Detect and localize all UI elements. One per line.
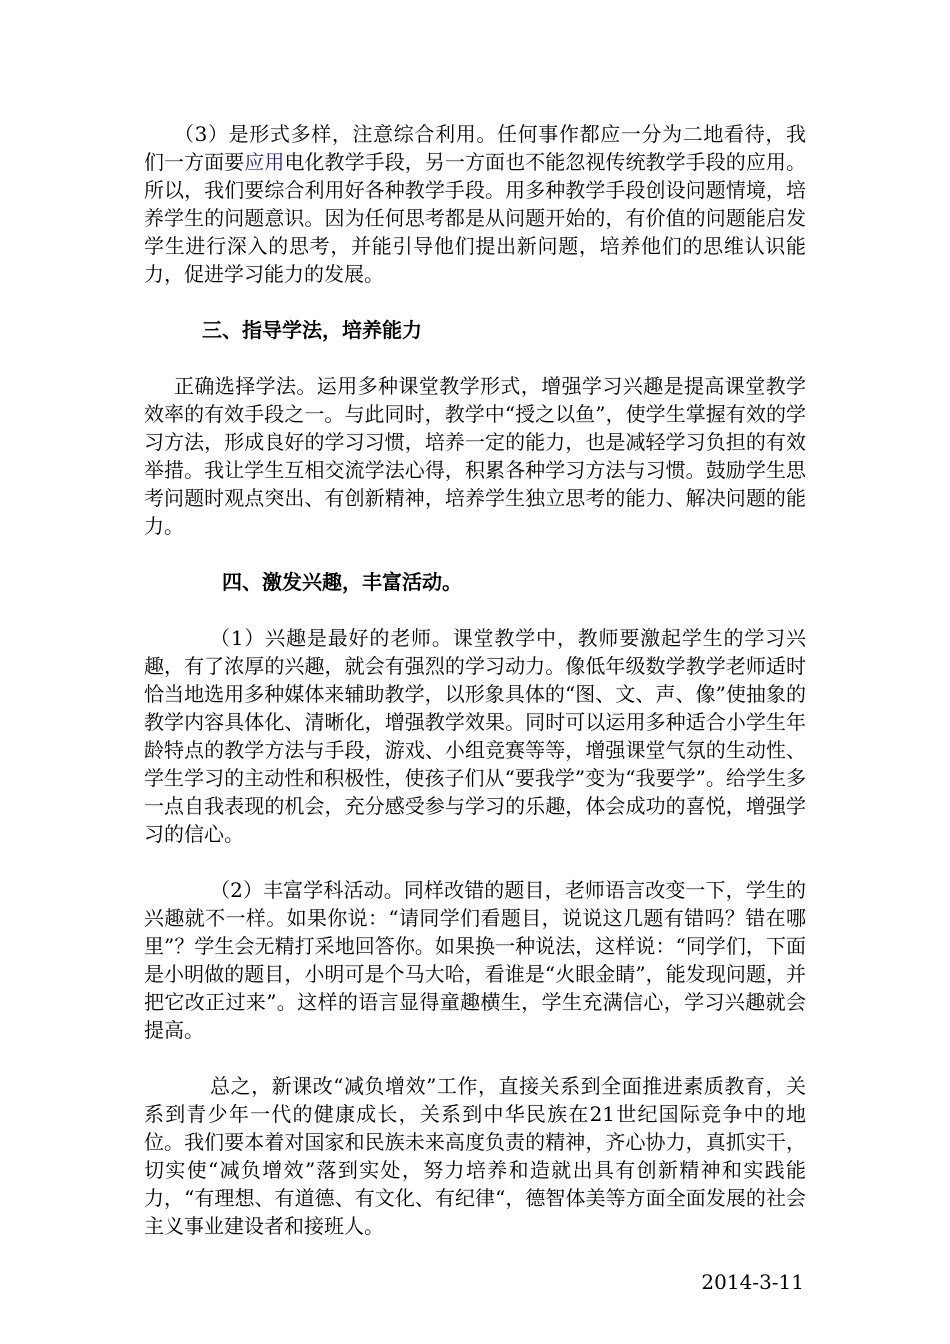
paragraph-form-variety <box>144 120 806 288</box>
paragraph-text: 电化教学手段，另一方面也不能忽视传统教学手段的应用。所以，我们要综合利用好各种教学手段。用多种教学手段创设问题情境，培养学生的问题意识。因为任何思考都是从问题开始的，有价值的问题能启发学生进行深入的思考，并能引导他们提出新问题，培养他们的思维认识能力，促进学习能力的发展。 <box>144 150 806 286</box>
document-date: 2014-3-11 <box>701 1270 804 1294</box>
section-heading-interest: 四、激发兴趣，丰富活动。 <box>222 570 462 594</box>
application-link[interactable]: 应用 <box>244 150 285 174</box>
paragraph-conclusion: 总之，新课改“减负增效”工作，直接关系到全面推进素质教育，关系到青少年一代的健康成长，关系到中华民族在21世纪国际竞争中的地位。我们要本着对国家和民族未来高度负责的精神，齐心协力，真抓实干，切实使“减负增效”落到实处，努力培养和造就出具有创新精神和实践能力，“有理想、有道德、有文化、有纪律“，德智体美等方面全面发展的社会主义事业建设者和接班人。 <box>144 1074 806 1238</box>
paragraph-text: （3）是形式多样，注意综合利用。任何事作都应一分为二地看待，我们一方面要 <box>144 122 806 174</box>
document-body <box>144 120 806 1296</box>
paragraph-learning-methods: 正确选择学法。运用多种课堂教学形式，增强学习兴趣是提高课堂教学效率的有效手段之一。与此同时，教学中“授之以鱼”，使学生掌握有效的学习方法，形成良好的学习习惯，培养一定的能力，也是减轻学习负担的有效举措。我让学生互相交流学法心得，积累各种学习方法与习惯。鼓励学生思考问题时观点突出、有创新精神，培养学生独立思考的能力、解决问题的能力。 <box>144 374 806 538</box>
section-heading-learning-methods: 三、指导学法，培养能力 <box>202 318 422 342</box>
paragraph-interest-teacher: （1）兴趣是最好的老师。课堂教学中，教师要激起学生的学习兴趣，有了浓厚的兴趣，就会有强烈的学习动力。像低年级数学教学老师适时恰当地选用多种媒体来辅助教学，以形象具体的“图、文、声、像”使抽象的教学内容具体化、清晰化，增强教学效果。同时可以运用多种适合小学生年龄特点的教学方法与手段，游戏、小组竞赛等等，增强课堂气氛的生动性、学生学习的主动性和积极性，使孩子们从“要我学”变为“我要学”。给学生多一点自我表现的机会，充分感受参与学习的乐趣，体会成功的喜悦，增强学习的信心。 <box>144 626 806 846</box>
paragraph-subject-activities: （2）丰富学科活动。同样改错的题目，老师语言改变一下，学生的兴趣就不一样。如果你说：“请同学们看题目，说说这几题有错吗？错在哪里”？学生会无精打采地回答你。如果换一种说法，这样说：“同学们，下面是小明做的题目，小明可是个马大哈，看谁是“火眼金睛”，能发现问题，并把它改正过来”。这样的语言显得童趣横生，学生充满信心，学习兴趣就会提高。 <box>144 878 806 1042</box>
